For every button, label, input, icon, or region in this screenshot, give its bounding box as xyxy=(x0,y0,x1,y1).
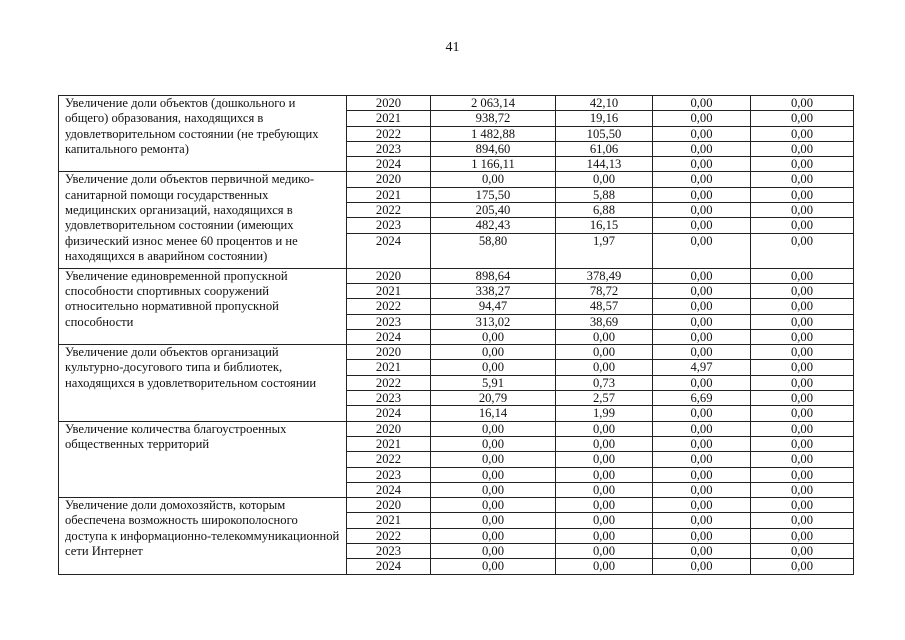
value-cell: 0,00 xyxy=(653,314,751,329)
value-cell: 0,00 xyxy=(653,498,751,513)
value-cell: 0,00 xyxy=(653,482,751,497)
value-cell: 0,00 xyxy=(653,345,751,360)
value-cell: 5,91 xyxy=(431,375,556,390)
year-cell: 2023 xyxy=(347,218,431,233)
indicator-description: Увеличение доли домохозяйств, которым обеспечена возможность широкополосного доступа к информационно-телекоммуникационной сети Интернет xyxy=(59,498,347,574)
value-cell: 0,00 xyxy=(653,96,751,111)
value-cell: 0,00 xyxy=(751,406,854,421)
year-cell: 2022 xyxy=(347,452,431,467)
value-cell: 0,00 xyxy=(431,482,556,497)
value-cell: 0,00 xyxy=(653,513,751,528)
table-row xyxy=(59,498,854,513)
value-cell: 42,10 xyxy=(556,96,653,111)
year-cell: 2021 xyxy=(347,360,431,375)
value-cell: 205,40 xyxy=(431,203,556,218)
year-cell: 2021 xyxy=(347,513,431,528)
year-cell: 2021 xyxy=(347,111,431,126)
value-cell: 0,00 xyxy=(653,421,751,436)
value-cell: 0,00 xyxy=(556,329,653,344)
value-cell: 0,00 xyxy=(431,329,556,344)
year-cell: 2022 xyxy=(347,375,431,390)
value-cell: 48,57 xyxy=(556,299,653,314)
year-cell: 2022 xyxy=(347,203,431,218)
year-cell: 2021 xyxy=(347,283,431,298)
value-cell: 0,00 xyxy=(653,299,751,314)
year-cell: 2022 xyxy=(347,528,431,543)
year-cell: 2022 xyxy=(347,126,431,141)
value-cell: 0,00 xyxy=(653,329,751,344)
indicator-description: Увеличение доли объектов первичной медико-санитарной помощи государственных медицинских организаций, находящихся в удовлетворительном состоянии (имеющих физический износ менее 60 процентов и не находящихся в аварийном состоянии) xyxy=(59,172,347,268)
year-cell: 2024 xyxy=(347,329,431,344)
value-cell: 0,00 xyxy=(431,172,556,187)
indicator-description: Увеличение единовременной пропускной способности спортивных сооружений относительно нормативной пропускной способности xyxy=(59,268,347,344)
table-row xyxy=(59,421,854,436)
value-cell: 378,49 xyxy=(556,268,653,283)
value-cell: 0,00 xyxy=(751,436,854,451)
value-cell: 0,00 xyxy=(653,283,751,298)
year-cell: 2024 xyxy=(347,482,431,497)
year-cell: 2024 xyxy=(347,157,431,172)
value-cell: 0,00 xyxy=(556,467,653,482)
value-cell: 0,00 xyxy=(556,436,653,451)
value-cell: 0,00 xyxy=(751,482,854,497)
value-cell: 0,00 xyxy=(751,391,854,406)
value-cell: 16,14 xyxy=(431,406,556,421)
value-cell: 0,00 xyxy=(751,172,854,187)
value-cell: 0,00 xyxy=(556,172,653,187)
table-row xyxy=(59,96,854,111)
value-cell: 0,00 xyxy=(653,172,751,187)
year-cell: 2021 xyxy=(347,187,431,202)
value-cell: 0,00 xyxy=(653,467,751,482)
value-cell: 0,00 xyxy=(431,513,556,528)
value-cell: 0,00 xyxy=(653,528,751,543)
value-cell: 144,13 xyxy=(556,157,653,172)
value-cell: 0,00 xyxy=(751,187,854,202)
value-cell: 938,72 xyxy=(431,111,556,126)
value-cell: 0,00 xyxy=(556,528,653,543)
year-cell: 2023 xyxy=(347,314,431,329)
year-cell: 2022 xyxy=(347,299,431,314)
value-cell: 20,79 xyxy=(431,391,556,406)
table-row xyxy=(59,345,854,360)
value-cell: 894,60 xyxy=(431,141,556,156)
value-cell: 2,57 xyxy=(556,391,653,406)
value-cell: 0,00 xyxy=(751,96,854,111)
value-cell: 94,47 xyxy=(431,299,556,314)
page-number: 41 xyxy=(445,40,460,55)
year-cell: 2020 xyxy=(347,96,431,111)
value-cell: 0,00 xyxy=(556,498,653,513)
value-cell: 4,97 xyxy=(653,360,751,375)
value-cell: 0,73 xyxy=(556,375,653,390)
value-cell: 6,69 xyxy=(653,391,751,406)
value-cell: 0,00 xyxy=(751,559,854,574)
value-cell: 0,00 xyxy=(653,559,751,574)
value-cell: 0,00 xyxy=(431,360,556,375)
indicators-table xyxy=(58,95,854,575)
value-cell: 0,00 xyxy=(431,544,556,559)
indicator-description: Увеличение количества благоустроенных общественных территорий xyxy=(59,421,347,497)
value-cell: 0,00 xyxy=(431,467,556,482)
table-row xyxy=(59,268,854,283)
value-cell: 0,00 xyxy=(751,467,854,482)
value-cell: 0,00 xyxy=(431,436,556,451)
value-cell: 0,00 xyxy=(431,452,556,467)
value-cell: 0,00 xyxy=(751,141,854,156)
value-cell: 0,00 xyxy=(751,452,854,467)
value-cell: 5,88 xyxy=(556,187,653,202)
year-cell: 2023 xyxy=(347,467,431,482)
value-cell: 0,00 xyxy=(751,283,854,298)
value-cell: 0,00 xyxy=(653,187,751,202)
value-cell: 0,00 xyxy=(556,452,653,467)
year-cell: 2020 xyxy=(347,172,431,187)
value-cell: 0,00 xyxy=(431,528,556,543)
value-cell: 0,00 xyxy=(751,513,854,528)
value-cell: 58,80 xyxy=(431,233,556,268)
value-cell: 0,00 xyxy=(751,544,854,559)
value-cell: 0,00 xyxy=(751,528,854,543)
value-cell: 482,43 xyxy=(431,218,556,233)
value-cell: 1 482,88 xyxy=(431,126,556,141)
value-cell: 0,00 xyxy=(751,157,854,172)
value-cell: 0,00 xyxy=(751,111,854,126)
value-cell: 0,00 xyxy=(751,498,854,513)
value-cell: 0,00 xyxy=(653,141,751,156)
value-cell: 338,27 xyxy=(431,283,556,298)
value-cell: 0,00 xyxy=(653,375,751,390)
value-cell: 105,50 xyxy=(556,126,653,141)
value-cell: 0,00 xyxy=(751,203,854,218)
value-cell: 0,00 xyxy=(653,126,751,141)
year-cell: 2020 xyxy=(347,345,431,360)
year-cell: 2024 xyxy=(347,406,431,421)
value-cell: 16,15 xyxy=(556,218,653,233)
year-cell: 2024 xyxy=(347,233,431,268)
value-cell: 0,00 xyxy=(751,314,854,329)
value-cell: 61,06 xyxy=(556,141,653,156)
value-cell: 19,16 xyxy=(556,111,653,126)
year-cell: 2020 xyxy=(347,421,431,436)
year-cell: 2023 xyxy=(347,141,431,156)
indicator-description: Увеличение доли объектов (дошкольного и общего) образования, находящихся в удовлетворительном состоянии (не требующих капитального ремонта) xyxy=(59,96,347,172)
value-cell: 0,00 xyxy=(556,421,653,436)
value-cell: 0,00 xyxy=(751,218,854,233)
table-row xyxy=(59,172,854,187)
value-cell: 0,00 xyxy=(751,329,854,344)
value-cell: 0,00 xyxy=(653,436,751,451)
value-cell: 0,00 xyxy=(653,157,751,172)
value-cell: 0,00 xyxy=(653,203,751,218)
value-cell: 175,50 xyxy=(431,187,556,202)
value-cell: 0,00 xyxy=(751,126,854,141)
value-cell: 0,00 xyxy=(556,559,653,574)
year-cell: 2023 xyxy=(347,544,431,559)
value-cell: 0,00 xyxy=(751,360,854,375)
value-cell: 898,64 xyxy=(431,268,556,283)
value-cell: 0,00 xyxy=(653,268,751,283)
year-cell: 2023 xyxy=(347,391,431,406)
value-cell: 0,00 xyxy=(653,452,751,467)
value-cell: 0,00 xyxy=(556,345,653,360)
value-cell: 0,00 xyxy=(653,233,751,268)
value-cell: 0,00 xyxy=(431,498,556,513)
indicator-description: Увеличение доли объектов организаций культурно-досугового типа и библиотек, находящихся в удовлетворительном состоянии xyxy=(59,345,347,421)
value-cell: 0,00 xyxy=(431,345,556,360)
value-cell: 0,00 xyxy=(653,111,751,126)
value-cell: 1 166,11 xyxy=(431,157,556,172)
year-cell: 2020 xyxy=(347,268,431,283)
value-cell: 313,02 xyxy=(431,314,556,329)
value-cell: 0,00 xyxy=(556,544,653,559)
value-cell: 0,00 xyxy=(751,421,854,436)
value-cell: 0,00 xyxy=(751,299,854,314)
value-cell: 6,88 xyxy=(556,203,653,218)
value-cell: 0,00 xyxy=(556,482,653,497)
value-cell: 0,00 xyxy=(653,544,751,559)
value-cell: 38,69 xyxy=(556,314,653,329)
value-cell: 0,00 xyxy=(751,345,854,360)
value-cell: 0,00 xyxy=(431,421,556,436)
year-cell: 2024 xyxy=(347,559,431,574)
value-cell: 1,97 xyxy=(556,233,653,268)
value-cell: 0,00 xyxy=(751,233,854,268)
value-cell: 0,00 xyxy=(653,218,751,233)
year-cell: 2021 xyxy=(347,436,431,451)
value-cell: 1,99 xyxy=(556,406,653,421)
value-cell: 0,00 xyxy=(556,513,653,528)
value-cell: 0,00 xyxy=(751,268,854,283)
value-cell: 0,00 xyxy=(653,406,751,421)
value-cell: 0,00 xyxy=(431,559,556,574)
value-cell: 0,00 xyxy=(556,360,653,375)
value-cell: 78,72 xyxy=(556,283,653,298)
value-cell: 2 063,14 xyxy=(431,96,556,111)
year-cell: 2020 xyxy=(347,498,431,513)
value-cell: 0,00 xyxy=(751,375,854,390)
